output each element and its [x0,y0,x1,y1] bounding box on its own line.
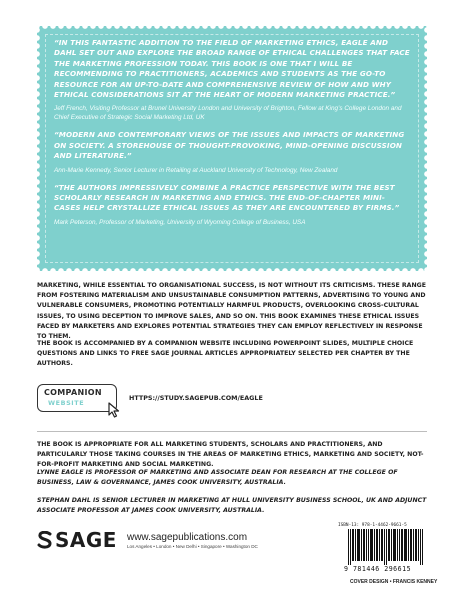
description-paragraph: MARKETING, WHILE ESSENTIAL TO ORGANISATIONAL SUCCESS, IS NOT WITHOUT ITS CRITICISMS. THESE RANGE FROM FOSTERING MATERIALISM AND UNSUSTAINABLE CONSUMPTION PATTERNS, ADVERTISING TO YOUNG AND VULNERABLE CONSUMERS, PROMOTING POTENTIALLY HARMFUL PRODUCTS, OVERLOOKING CROSS-CULTURAL ISSUES, TO USING DECEPTION TO IMPROVE SALES, AND SO ON. THIS BOOK EXAMINES THESE ETHICAL ISSUES FACED BY MARKETERS AND EXPLORES POTENTIAL STRATEGIES THEY CAN EMPLOY REFLECTIVELY IN RESPONSE TO THEM. [37,282,426,341]
stamp-edge-left [33,26,41,271]
companion-website-link[interactable]: HTTPS://STUDY.SAGEPUB.COM/EAGLE [129,394,263,402]
endorsement-quote: “THE AUTHORS IMPRESSIVELY COMBINE A PRACTICE PERSPECTIVE WITH THE BEST SCHOLARLY RESEARCH IN MARKETING AND ETHICS. THE END-OF-CHAPTER MINI-CASES HELP CRYSTALLIZE ETHICAL ISSUES AS THEY ARE ENCOUNTERED BY FIRMS.” [54,182,400,213]
cursor-arrow-icon [107,402,121,418]
sage-wordmark: SAGE [55,528,117,552]
sage-logo [37,528,117,552]
publisher-logo [37,528,258,552]
publisher-url[interactable]: www.sagepublications.com [126,531,248,543]
companion-badge-sub: WEBSITE [48,399,85,407]
endorsements-panel [37,26,427,271]
endorsement-quote: “MODERN AND CONTEMPORARY VIEWS OF THE ISSUES AND IMPACTS OF MARKETING ON SOCIETY. A STOREHOUSE OF THOUGHT-PROVOKING, MIND-OPENING DISCUSSION AND LITERATURE.” [54,130,405,161]
barcode-digits: 9 781446 296615 [344,565,412,573]
companion-website [37,384,263,412]
cover-design-credit: COVER DESIGN • FRANCIS KENNEY [350,579,438,585]
barcode-graphic [348,529,426,565]
companion-badge-word: COMPANION [44,388,102,397]
sage-wave-icon [37,531,53,549]
author-bio-eagle: LYNNE EAGLE IS PROFESSOR OF MARKETING AND ASSOCIATE DEAN FOR RESEARCH AT THE COLLEGE OF BUSINESS, LAW & GOVERNANCE, JAMES COOK UNIVERSITY, AUSTRALIA. [37,469,398,487]
publisher-cities: Los Angeles • London • New Delhi • Singapore • Washington DC [126,543,258,549]
companion-paragraph: THE BOOK IS ACCOMPANIED BY A COMPANION WEBSITE INCLUDING POWERPOINT SLIDES, MULTIPLE CHOICE QUESTIONS AND LINKS TO FREE SAGE JOURNAL ARTICLES APPROPRIATELY SELECTED PER CHAPTER BY THE AUTHORS. [37,340,414,368]
isbn-label: ISBN-13: 978-1-4462-9661-5 [338,523,407,528]
companion-website-badge [37,384,117,412]
endorsement-attribution: Jeff French, Visiting Professor at Brunel University London and University of Brighton, Fellow at King’s College London and Chief Executive of Strategic Social Marketing Ltd, UK [54,105,402,122]
endorsement-attribution: Ann-Marie Kennedy, Senior Lecturer in Retailing at Auckland University of Technology, New Zealand [54,166,338,174]
isbn-barcode-block [338,523,430,575]
author-bio-dahl: STEPHAN DAHL IS SENIOR LECTURER IN MARKETING AT HULL UNIVERSITY BUSINESS SCHOOL, UK AND ADJUNCT ASSOCIATE PROFESSOR AT JAMES COOK UNIVERSITY, AUSTRALIA. [37,497,427,515]
endorsement-attribution: Mark Peterson, Professor of Marketing, University of Wyoming College of Business, USA [54,218,306,226]
stamp-edge-right [423,26,431,271]
divider [37,431,427,432]
endorsement-quote: “IN THIS FANTASTIC ADDITION TO THE FIELD OF MARKETING ETHICS, EAGLE AND DAHL SET OUT AND EXPLORE THE BROAD RANGE OF ETHICAL CHALLENGES THAT FACE THE MARKETING PROFESSION TODAY. THIS BOOK IS ONE THAT I WILL BE RECOMMENDING TO PRACTITIONERS, ACADEMICS AND STUDENTS AS THE GO-TO RESOURCE FOR AN UP-TO-DATE AND COMPREHENSIVE REVIEW OF HOW AND WHY ETHICAL CONSIDERATIONS SIT AT THE HEART OF MODERN MARKETING PRACTICE.” [54,38,410,100]
audience-paragraph: THE BOOK IS APPROPRIATE FOR ALL MARKETING STUDENTS, SCHOLARS AND PRACTITIONERS, AND PARTICULARLY THOSE TAKING COURSES IN THE AREAS OF MARKETING ETHICS, MARKETING AND SOCIETY, NOT-FOR-PROFIT MARKETING AND SOCIAL MARKETING. [37,441,424,469]
